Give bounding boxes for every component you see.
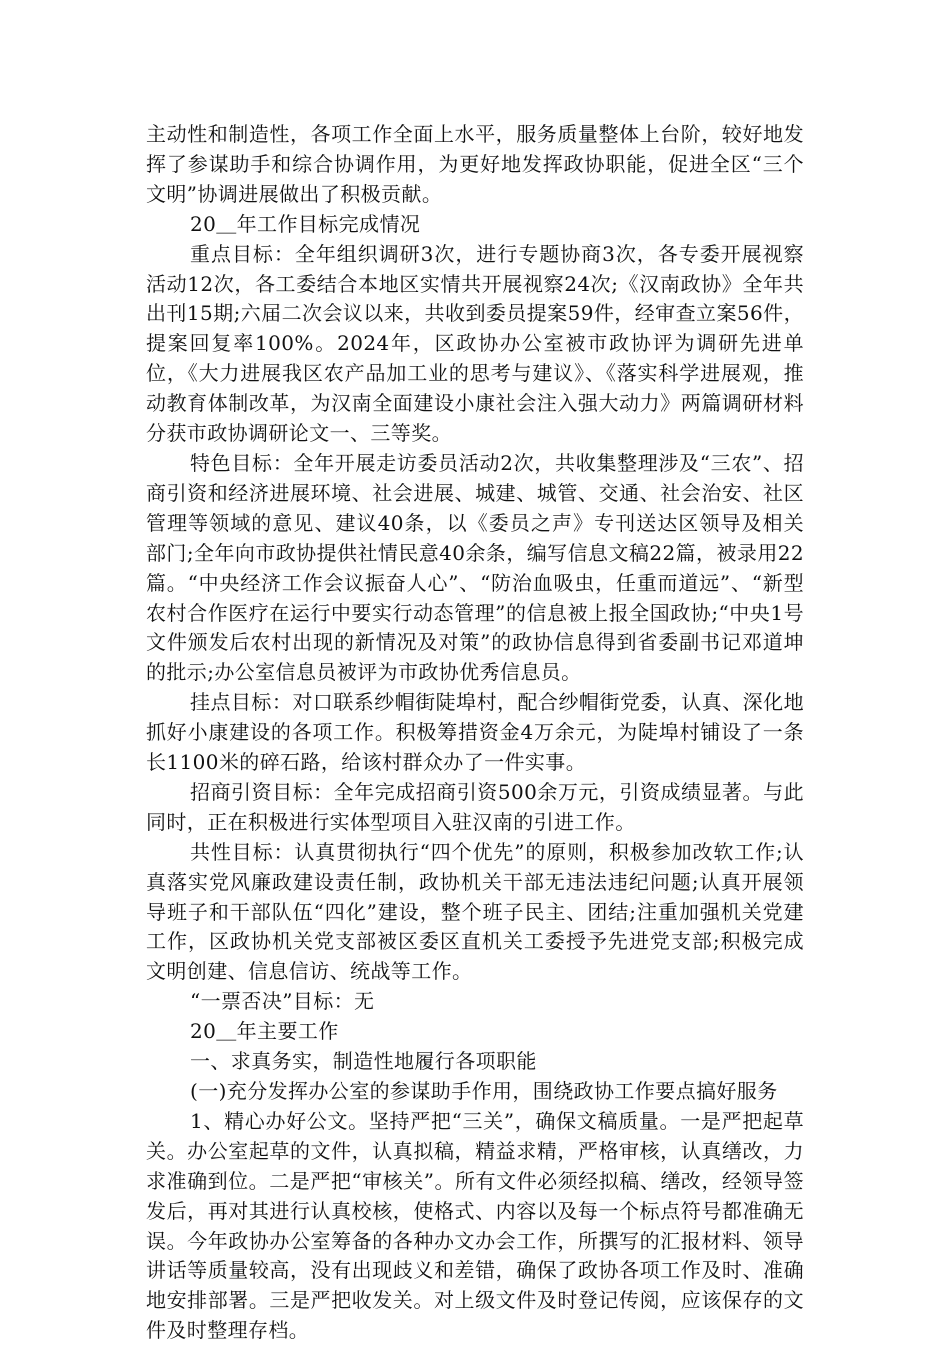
heading-subsection-one: (一)充分发挥办公室的参谋助手作用，围绕政协工作要点搞好服务 — [190, 1079, 778, 1103]
heading-goal-completion: 20＿年工作目标完成情况 — [190, 211, 421, 236]
paragraph-key-goals: 重点目标：全年组织调研3次，进行专题协商3次，各专委开展视察活动12次，各工委结合本地区实情共开展视察24次;《汉南政协》全年共出刊15期;六届二次会议以来，共收到委员提案59件，经审查立案56件，提案回复率100%。2024年，区政协办公室被市政协评为调研先进单位，《大力进展我区农产品加工业的思考与建议》、《落实科学进展观，推动教育体制改革，为汉南全面建设小康社会注入强大动力》两篇调研材料分获市政协调研论文一、三等奖。 — [146, 241, 804, 446]
heading-main-work: 20＿年主要工作 — [190, 1019, 339, 1044]
document-body — [146, 120, 804, 1346]
paragraph-feature-goals: 特色目标：全年开展走访委员活动2次，共收集整理涉及“三农”、招商引资和经济进展环境、社会进展、城建、城管、交通、社会治安、社区管理等领域的意见、建议40条，以《委员之声》专刊送达区领导及相关部门;全年向市政协提供社情民意40余条，编写信息文稿22篇，被录用22篇。“中央经济工作会议振奋人心”、“防治血吸虫，任重而道远”、“新型农村合作医疗在运行中要实行动态管理”的信息被上报全国政协;“中央1号文件颁发后农村出现的新情况及对策”的政协信息得到省委副书记邓道坤的批示;办公室信息员被评为市政协优秀信息员。 — [146, 450, 804, 685]
paragraph-liaison-goals: 挂点目标：对口联系纱帽街陡埠村，配合纱帽街党委，认真、深化地抓好小康建设的各项工作。积极筹措资金4万余元，为陡埠村铺设了一条长1100米的碎石路，给该村群众办了一件实事。 — [146, 690, 804, 775]
heading-section-one: 一、求真务实，制造性地履行各项职能 — [190, 1049, 537, 1074]
paragraph-investment-goals: 招商引资目标：全年完成招商引资500余万元，引资成绩显著。与此同时，正在积极进行实体型项目入驻汉南的引进工作。 — [146, 779, 804, 834]
paragraph-common-goals: 共性目标：认真贯彻执行“四个优先”的原则，积极参加改软工作;认真落实党风廉政建设责任制，政协机关干部无违法违纪问题;认真开展领导班子和干部队伍“四化”建设，整个班子民主、团结;注重加强机关党建工作，区政协机关党支部被区委区直机关工委授予先进党支部;积极完成文明创建、信息信访、统战等工作。 — [146, 839, 804, 984]
paragraph-veto-goals: “一票否决”目标：无 — [190, 989, 375, 1014]
paragraph-documents: 1、精心办好公文。坚持严把“三关”，确保文稿质量。一是严把起草关。办公室起草的文件，认真拟稿，精益求精，严格审核，认真缮改，力求准确到位。二是严把“审核关”。所有文件必须经拟稿、缮改，经领导签发后，再对其进行认真校核，使格式、内容以及每一个标点符号都准确无误。今年政协办公室筹备的各种办文办会工作，所撰写的汇报材料、领导讲话等质量较高，没有出现歧义和差错，确保了政协各项工作及时、准确地安排部署。三是严把收发关。对上级文件及时登记传阅，应该保存的文件及时整理存档。 — [146, 1108, 804, 1343]
paragraph-intro-continuation: 主动性和制造性，各项工作全面上水平，服务质量整体上台阶，较好地发挥了参谋助手和综合协调作用，为更好地发挥政协职能，促进全区“三个文明”协调进展做出了积极贡献。 — [146, 122, 804, 206]
